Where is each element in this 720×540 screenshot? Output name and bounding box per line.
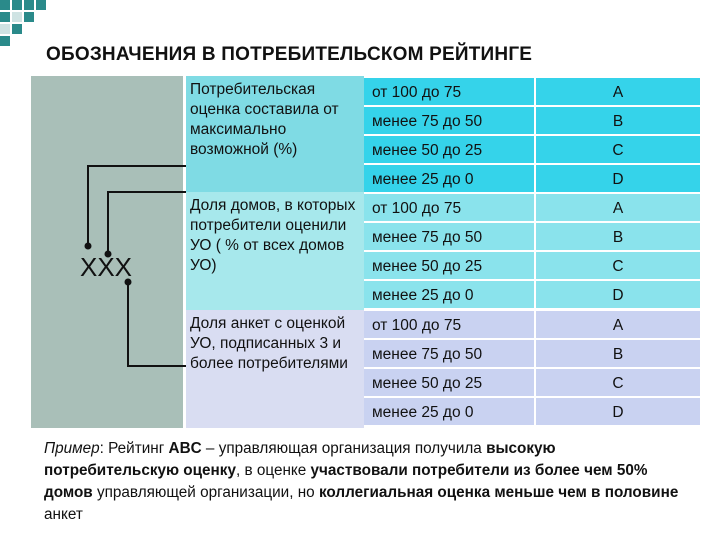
grade-cell: D [534, 398, 700, 427]
grade-cell: A [534, 194, 700, 223]
grade-cell: C [534, 369, 700, 398]
group-label-houses-share: Доля домов, в которых потребители оценили УО ( % от всех домов УО) [186, 192, 364, 310]
range-cell: менее 75 до 50 [364, 340, 534, 369]
range-cell: менее 50 до 25 [364, 252, 534, 281]
range-cell: менее 25 до 0 [364, 281, 534, 310]
range-cell: от 100 до 75 [364, 78, 534, 107]
range-cell: от 100 до 75 [364, 311, 534, 340]
group-label-consumer-score: Потребительская оценка составила от максимально возможной (%) [186, 76, 364, 192]
grade-cell: B [534, 223, 700, 252]
example-paragraph [44, 438, 694, 526]
grade-cell: B [534, 340, 700, 369]
grade-cell: D [534, 281, 700, 310]
range-cell: менее 50 до 25 [364, 369, 534, 398]
range-cell: менее 25 до 0 [364, 165, 534, 194]
example-text: анкет [44, 506, 83, 523]
grade-cell: D [534, 165, 700, 194]
range-cell: менее 75 до 50 [364, 223, 534, 252]
grade-cell: A [534, 311, 700, 340]
example-prefix: Пример [44, 440, 100, 457]
example-text: высокую потребительскую оценку [44, 440, 556, 479]
grade-cell: A [534, 78, 700, 107]
range-cell: от 100 до 75 [364, 194, 534, 223]
example-text: коллегиальная оценка меньше чем в половине [318, 484, 679, 501]
range-cell: менее 75 до 50 [364, 107, 534, 136]
grade-cell: B [534, 107, 700, 136]
grade-cell: C [534, 252, 700, 281]
example-text: – управляющая организация получила [201, 440, 487, 457]
example-text: управляющей организации, но [92, 484, 319, 501]
page-title: ОБОЗНАЧЕНИЯ В ПОТРЕБИТЕЛЬСКОМ РЕЙТИНГЕ [46, 44, 533, 65]
group-label-forms-share: Доля анкет с оценкой УО, подписанных 3 и более потребителями [186, 310, 364, 428]
example-text: : Рейтинг [99, 440, 169, 457]
example-text: ABC [168, 440, 202, 457]
grade-cell: C [534, 136, 700, 165]
example-text: участвовали потребители из более чем 50% домов [44, 462, 648, 501]
range-cell: менее 50 до 25 [364, 136, 534, 165]
range-cell: менее 25 до 0 [364, 398, 534, 427]
example-text: , в оценке [235, 462, 311, 479]
rating-placeholder-label: XXX [80, 252, 133, 282]
